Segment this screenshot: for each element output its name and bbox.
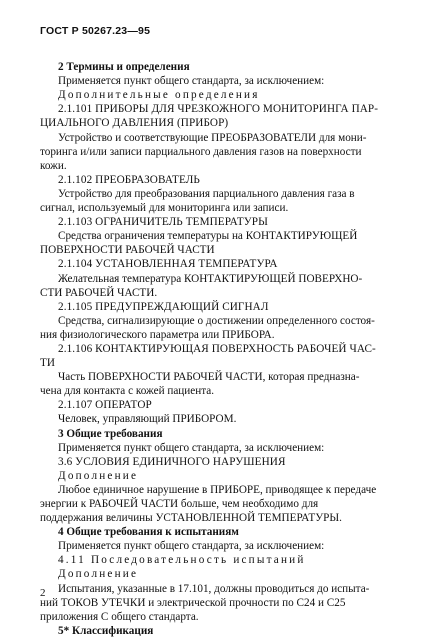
clause-4-11-addition: Дополнение — [58, 568, 139, 581]
clause-3-6-title: 3.6 УСЛОВИЯ ЕДИНИЧНОГО НАРУШЕНИЯ — [58, 455, 286, 468]
def-2-1-103-text-2: ПОВЕРХНОСТИ РАБОЧЕЙ ЧАСТИ — [40, 244, 215, 257]
def-2-1-101-term-cont: ЦИАЛЬНОГО ДАВЛЕНИЯ (ПРИБОР) — [40, 117, 229, 130]
section-3-title: 3 Общие требования — [58, 427, 163, 440]
section-2-apply: Применяется пункт общего стандарта, за исключением: — [58, 75, 325, 88]
def-2-1-104-text-2: СТИ РАБОЧЕЙ ЧАСТИ. — [40, 286, 158, 299]
section-2 — [40, 60, 411, 426]
def-2-1-101-text-3: кожи. — [40, 159, 67, 172]
additional-definitions-heading: Дополнительные определения — [58, 89, 260, 102]
def-2-1-105-text-2: ния физиологического параметра или ПРИБОРА. — [40, 328, 275, 341]
section-3-apply: Применяется пункт общего стандарта, за исключением: — [58, 441, 325, 454]
section-4 — [40, 525, 411, 624]
def-2-1-102-text-1: Устройство для преобразования парциального давления газа в — [58, 187, 355, 200]
def-2-1-105-text-1: Средства, сигнализирующие о достижении определенного состоя- — [58, 314, 375, 327]
def-2-1-101-text-2: торинга и/или записи парциального давления газов на поверхности — [40, 145, 362, 158]
def-2-1-106-term-cont: ТИ — [40, 357, 56, 370]
def-2-1-103-text-1: Средства ограничения температуры на КОНТАКТИРУЮЩЕЙ — [58, 230, 358, 243]
section-5 — [40, 624, 411, 638]
def-2-1-102-text-2: сигнал, используемый для мониторинга или записи. — [40, 202, 289, 215]
def-2-1-104-term: 2.1.104 УСТАНОВЛЕННАЯ ТЕМПЕРАТУРА — [58, 258, 278, 271]
section-3 — [40, 427, 411, 526]
page-number: 2 — [40, 587, 46, 599]
clause-4-11-text-2: ний ТОКОВ УТЕЧКИ и электрической прочности по С24 и С25 — [40, 596, 346, 609]
clause-4-11-text-1: Испытания, указанные в 17.101, должны проводиться до испыта- — [58, 582, 370, 595]
section-4-apply: Применяется пункт общего стандарта, за исключением: — [58, 540, 325, 553]
def-2-1-101-term: 2.1.101 ПРИБОРЫ ДЛЯ ЧРЕЗКОЖНОГО МОНИТОРИНГА ПАР- — [58, 103, 379, 116]
def-2-1-105-term: 2.1.105 ПРЕДУПРЕЖДАЮЩИЙ СИГНАЛ — [58, 300, 269, 313]
section-4-title: 4 Общие требования к испытаниям — [58, 526, 239, 539]
clause-3-6-text-3: поддержания величины УСТАНОВЛЕННОЙ ТЕМПЕРАТУРЫ. — [40, 512, 342, 525]
def-2-1-107-text-1: Человек, управляющий ПРИБОРОМ. — [58, 413, 237, 426]
clause-4-11-text-3: приложения С общего стандарта. — [40, 610, 199, 623]
clause-3-6-text-2: энергии к РАБОЧЕЙ ЧАСТИ больше, чем необходимо для — [40, 498, 319, 510]
def-2-1-104-text-1: Желательная температура КОНТАКТИРУЮЩЕЙ ПОВЕРХНО- — [58, 272, 363, 285]
def-2-1-107-term: 2.1.107 ОПЕРАТОР — [58, 399, 152, 412]
def-2-1-106-text-2: чена для контакта с кожей пациента. — [40, 385, 215, 398]
clause-4-11-title: 4.11 Последовательность испытаний — [58, 554, 306, 567]
def-2-1-101-text-1: Устройство и соответствующие ПРЕОБРАЗОВАТЕЛИ для мони- — [58, 131, 367, 144]
clause-3-6-text-1: Любое единичное нарушение в ПРИБОРЕ, приводящее к передаче — [58, 483, 377, 496]
def-2-1-106-text-1: Часть ПОВЕРХНОСТИ РАБОЧЕЙ ЧАСТИ, которая предназна- — [58, 371, 360, 384]
section-5-title: 5* Классификация — [58, 624, 154, 637]
clause-3-6-addition: Дополнение — [58, 469, 139, 482]
def-2-1-106-term: 2.1.106 КОНТАКТИРУЮЩАЯ ПОВЕРХНОСТЬ РАБОЧЕЙ ЧАС- — [58, 342, 376, 355]
page-header: ГОСТ Р 50267.23—95 — [40, 25, 151, 37]
def-2-1-103-term: 2.1.103 ОГРАНИЧИТЕЛЬ ТЕМПЕРАТУРЫ — [58, 216, 268, 229]
section-2-title: 2 Термины и определения — [58, 61, 190, 74]
def-2-1-102-term: 2.1.102 ПРЕОБРАЗОВАТЕЛЬ — [58, 173, 200, 186]
